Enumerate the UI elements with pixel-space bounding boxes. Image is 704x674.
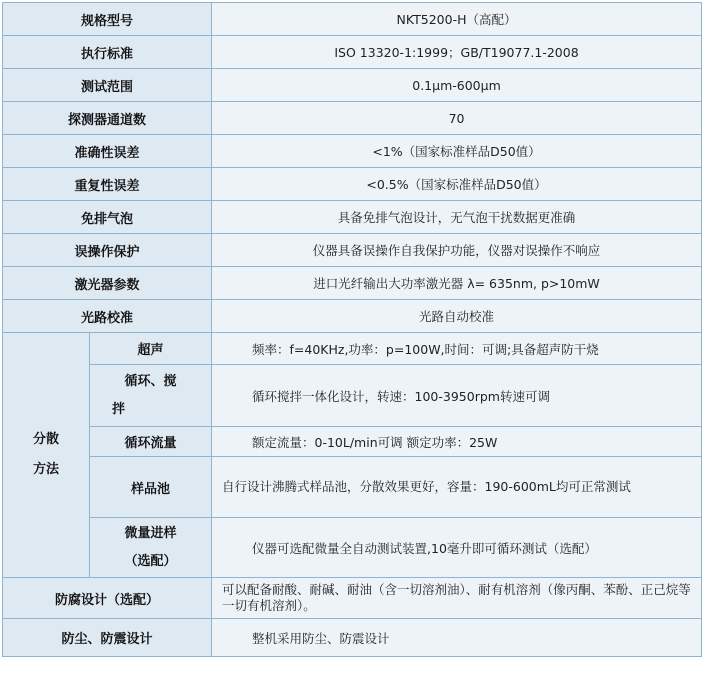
- row-label: 光路校准: [3, 300, 212, 333]
- sub-label: [90, 365, 212, 427]
- dispersion-label-line2: 方法: [32, 462, 59, 477]
- row-value: 仪器具备误操作自我保护功能，仪器对误操作不响应: [212, 234, 702, 267]
- sub-value: 额定流量：0-10L/min可调 额定功率：25W: [212, 427, 702, 457]
- row-label: 激光器参数: [3, 267, 212, 300]
- table-row: [3, 300, 702, 333]
- row-value: 光路自动校准: [212, 300, 702, 333]
- sub-value: 循环搅拌一体化设计，转速：100-3950rpm转速可调: [212, 365, 702, 427]
- table-row: [3, 518, 702, 578]
- table-row: [3, 267, 702, 300]
- row-label: 规格型号: [3, 3, 212, 36]
- dispersion-group-label: [3, 333, 90, 578]
- table-row: [3, 427, 702, 457]
- sub-value: 仪器可选配微量全自动测试装置,10毫升即可循环测试（选配）: [212, 518, 702, 578]
- row-label: 误操作保护: [3, 234, 212, 267]
- sub-value: 频率：f=40KHz,功率：p=100W,时间：可调;具备超声防干烧: [212, 333, 702, 365]
- table-row: [3, 168, 702, 201]
- sub-value: 自行设计沸腾式样品池，分散效果更好，容量：190-600mL均可正常测试: [212, 457, 702, 518]
- row-value: 进口光纤输出大功率激光器 λ= 635nm, p>10mW: [212, 267, 702, 300]
- row-label: 防腐设计（选配）: [3, 578, 212, 619]
- table-row: [3, 102, 702, 135]
- row-label: 重复性误差: [3, 168, 212, 201]
- row-value: 具备免排气泡设计，无气泡干扰数据更准确: [212, 201, 702, 234]
- table-row: [3, 234, 702, 267]
- dispersion-label-line1: 分散: [32, 432, 59, 447]
- row-label: 探测器通道数: [3, 102, 212, 135]
- table-row: [3, 365, 702, 427]
- row-value: ISO 13320-1:1999；GB/T19077.1-2008: [212, 36, 702, 69]
- sub-label-line1: 微量进样: [124, 525, 177, 541]
- table-row: [3, 333, 702, 365]
- table-row: [3, 619, 702, 657]
- row-value: 可以配备耐酸、耐碱、耐油（含一切溶剂油）、耐有机溶剂（像丙酮、苯酚、正己烷等一切有机溶剂）。: [212, 578, 702, 619]
- table-row: [3, 69, 702, 102]
- sub-label: [90, 518, 212, 578]
- sub-label-line2: （选配）: [124, 553, 177, 569]
- row-value: NKT5200-H（高配）: [212, 3, 702, 36]
- row-label: 防尘、防震设计: [3, 619, 212, 657]
- sub-label: 循环流量: [90, 427, 212, 457]
- row-label: 测试范围: [3, 69, 212, 102]
- row-value: <0.5%（国家标准样品D50值）: [212, 168, 702, 201]
- row-label: 准确性误差: [3, 135, 212, 168]
- row-value: 整机采用防尘、防震设计: [212, 619, 702, 657]
- sub-label: 超声: [90, 333, 212, 365]
- table-row: [3, 135, 702, 168]
- row-value: <1%（国家标准样品D50值）: [212, 135, 702, 168]
- table-row: [3, 578, 702, 619]
- row-label: 免排气泡: [3, 201, 212, 234]
- row-label: 执行标准: [3, 36, 212, 69]
- row-value: 70: [212, 102, 702, 135]
- table-row: [3, 36, 702, 69]
- sub-label: 样品池: [90, 457, 212, 518]
- sub-label-line1: 循环、搅: [124, 373, 177, 389]
- table-row: [3, 201, 702, 234]
- table-row: [3, 3, 702, 36]
- sub-label-line2: 拌: [112, 401, 126, 417]
- spec-table: [2, 2, 702, 657]
- row-value: 0.1μm-600μm: [212, 69, 702, 102]
- table-row: [3, 457, 702, 518]
